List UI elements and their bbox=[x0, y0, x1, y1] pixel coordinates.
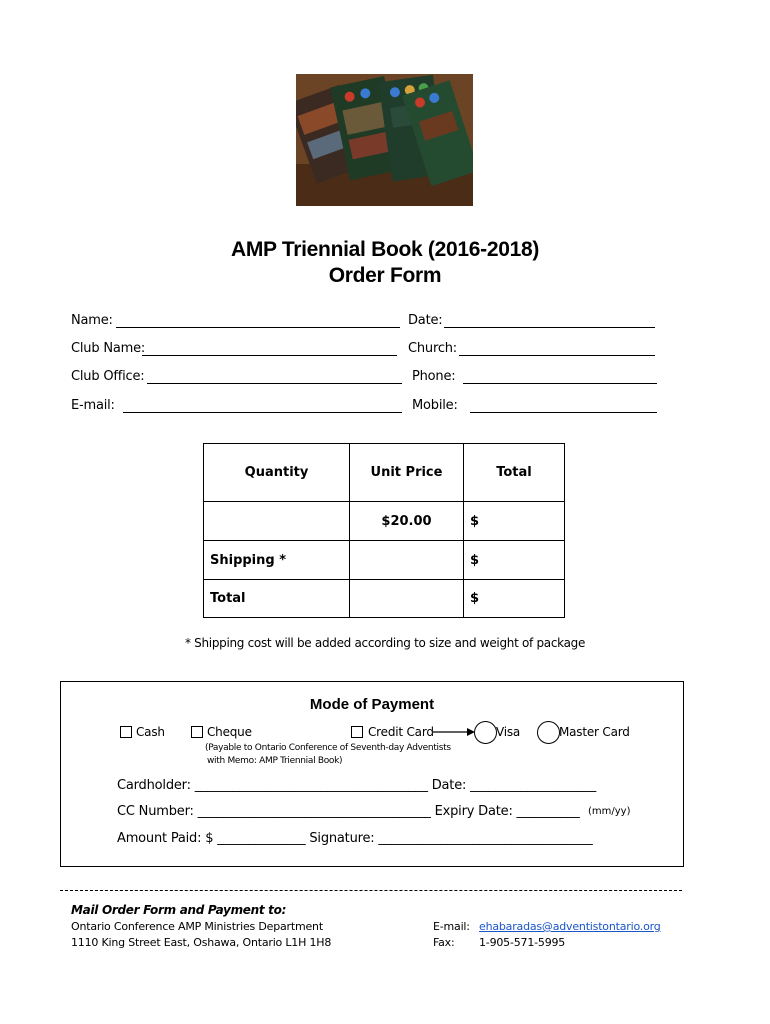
grand-total-label-cell: Total bbox=[204, 580, 350, 618]
book-photo bbox=[296, 74, 473, 206]
books-illustration bbox=[296, 74, 473, 206]
grand-total-cell[interactable]: $ bbox=[464, 580, 565, 618]
master-card-radio[interactable] bbox=[537, 721, 560, 744]
mail-email-label: E-mail: bbox=[433, 920, 470, 933]
total-cell[interactable]: $ bbox=[464, 502, 565, 541]
cash-checkbox[interactable] bbox=[120, 726, 132, 738]
unit-price-header: Unit Price bbox=[350, 444, 464, 502]
quantity-header: Quantity bbox=[204, 444, 350, 502]
form-title: AMP Triennial Book (2016-2018) bbox=[230, 238, 540, 261]
visa-radio[interactable] bbox=[474, 721, 497, 744]
email-field[interactable] bbox=[123, 412, 402, 413]
table-row bbox=[204, 580, 565, 618]
mail-address-line1: Ontario Conference AMP Ministries Department bbox=[71, 920, 323, 933]
quantity-cell[interactable] bbox=[204, 502, 350, 541]
shipping-price-cell bbox=[350, 541, 464, 580]
unit-price-cell: $20.00 bbox=[350, 502, 464, 541]
cheque-note-line2: with Memo: AMP Triennial Book) bbox=[207, 756, 343, 766]
phone-label: Phone: bbox=[412, 369, 456, 384]
table-row bbox=[204, 541, 565, 580]
name-field[interactable] bbox=[116, 327, 400, 328]
expiry-format-hint: (mm/yy) bbox=[588, 806, 631, 817]
club-office-label: Club Office: bbox=[71, 369, 145, 384]
cut-line-divider bbox=[60, 890, 682, 891]
club-name-label: Club Name: bbox=[71, 341, 146, 356]
form-subtitle: Order Form bbox=[328, 264, 442, 287]
table-header-row bbox=[204, 444, 565, 502]
cheque-checkbox[interactable] bbox=[191, 726, 203, 738]
date-label: Date: bbox=[408, 313, 443, 328]
phone-field[interactable] bbox=[463, 383, 657, 384]
mail-fax-number: 1-905-571-5995 bbox=[479, 936, 566, 949]
arrow-right-icon bbox=[433, 726, 475, 738]
shipping-label-cell: Shipping * bbox=[204, 541, 350, 580]
mobile-field[interactable] bbox=[470, 412, 657, 413]
shipping-note: * Shipping cost will be added according to size and weight of package bbox=[184, 636, 586, 650]
church-field[interactable] bbox=[459, 355, 655, 356]
name-label: Name: bbox=[71, 313, 113, 328]
table-row bbox=[204, 502, 565, 541]
master-card-label: Master Card bbox=[559, 725, 630, 739]
club-office-field[interactable] bbox=[147, 383, 402, 384]
mail-address-line2: 1110 King Street East, Oshawa, Ontario L1H 1H8 bbox=[71, 936, 332, 949]
church-label: Church: bbox=[408, 341, 457, 356]
mobile-label: Mobile: bbox=[412, 398, 458, 413]
mail-fax-label: Fax: bbox=[433, 936, 455, 949]
shipping-total-cell[interactable]: $ bbox=[464, 541, 565, 580]
payment-title: Mode of Payment bbox=[309, 696, 435, 713]
total-header: Total bbox=[464, 444, 565, 502]
cc-number-line[interactable]: CC Number: _____________________________________ Expiry Date: __________ bbox=[117, 804, 580, 819]
cheque-label: Cheque bbox=[207, 725, 252, 739]
amount-signature-line[interactable]: Amount Paid: $ ______________ Signature: __________________________________ bbox=[117, 831, 593, 846]
visa-label: Visa bbox=[496, 725, 521, 739]
date-field[interactable] bbox=[444, 327, 655, 328]
cardholder-line[interactable]: Cardholder: _____________________________________ Date: ____________________ bbox=[117, 778, 597, 793]
cash-label: Cash bbox=[136, 725, 165, 739]
payment-section bbox=[60, 681, 684, 867]
credit-card-checkbox[interactable] bbox=[351, 726, 363, 738]
cheque-note-line1: (Payable to Ontario Conference of Seventh-day Adventists bbox=[205, 743, 451, 753]
credit-card-label: Credit Card bbox=[368, 725, 434, 739]
grand-total-price-cell bbox=[350, 580, 464, 618]
mail-email-link[interactable]: ehabaradas@adventistontario.org bbox=[479, 920, 661, 933]
club-name-field[interactable] bbox=[142, 355, 397, 356]
order-table bbox=[203, 443, 565, 618]
email-label: E-mail: bbox=[71, 398, 115, 413]
mail-heading: Mail Order Form and Payment to: bbox=[71, 903, 287, 917]
